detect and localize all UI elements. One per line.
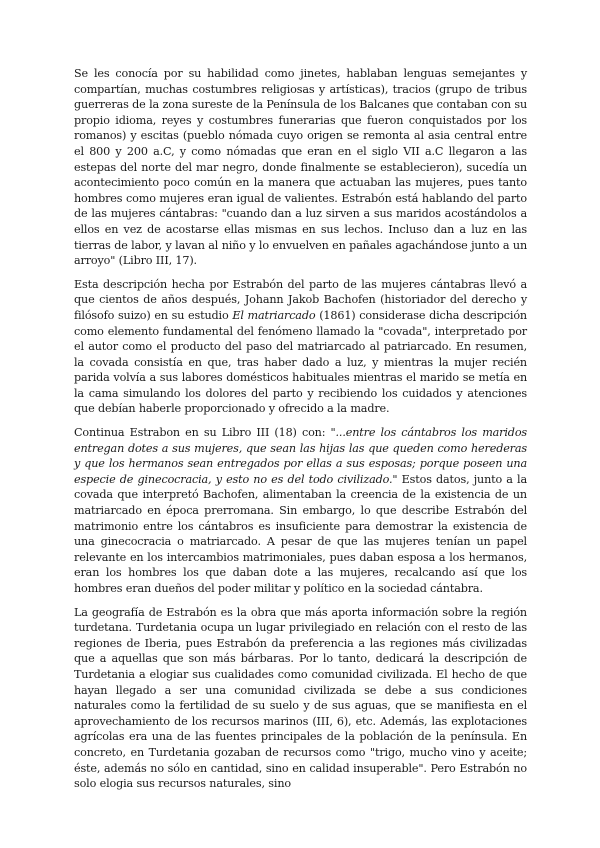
- paragraph-3-text-after: Estos datos, junto a la covada que interpretó Bachofen, alimentaban la creencia de la existencia de un matriarcado en época prerromana. Sin embargo, lo que describe Estrabón del matrimonio entre los cántabros es insuficiente para demostrar la existencia de una ginecocracia o matriarcado. A pesar de que las mujeres tenían un papel relevante en los intercambios matrimoniales, pues daban esposa a los hermanos, eran los hombres los que daban dote a las mujeres, recalcando así que los hombres eran dueños del poder militar y político en la sociedad cántabra.: [74, 472, 527, 595]
- paragraph-2-text-after: (1861) considerase dicha descripción como elemento fundamental del fenómeno llamado la "covada", interpretado por el autor como el producto del paso del matriarcado al patriarcado. En resumen, la covada consistía en que, tras haber dado a luz, y mientras la mujer recién parida volvía a sus labores domésticos habituales mientras el marido se metía en la cama simulando los dolores del parto y recibiendo los cuidados y atenciones que debían haberle proporcionado y ofrecido a la madre.: [74, 308, 527, 416]
- paragraph-4: La geografía de Estrabón es la obra que más aporta información sobre la región turdetana. Turdetania ocupa un lugar privilegiado en relación con el resto de las regiones de Iberia, pues Estrabón da preferencia a las regiones más civilizadas que a aquellas que son más bárbaras. Por lo tanto, dedicará la descripción de Turdetania a elogiar sus cualidades como comunidad civilizada. El hecho de que hayan llegado a ser una comunidad civilizada se debe a sus condiciones naturales como la fertilidad de su suelo y de sus aguas, que se manifiesta en el aprovechamiento de los recursos marinos (III, 6), etc. Además, las explotaciones agrícolas era una de las fuentes principales de la población de la península. En concreto, en Turdetania gozaban de recursos como "trigo, mucho vino y aceite; éste, además no sólo en cantidad, sino en calidad insuperable". Pero Estrabón no solo elogia sus recursos naturales, sino: [74, 605, 527, 791]
- paragraph-2-italic-title: El matriarcado: [232, 308, 316, 322]
- paragraph-2: [74, 277, 527, 417]
- paragraph-3-italic-quote: "...entre los cántabros los maridos entregan dotes a sus mujeres, que sean las hijas las que queden como herederas y que los hermanos sean entregados por ellas a sus esposas; porque poseen una especie de ginecocracia, y esto no es del todo civilizado.": [74, 426, 527, 486]
- paragraph-2-text-before: Esta descripción hecha por Estrabón del parto de las mujeres cántabras llevó a que cientos de años después, Johann Jakob Bachofen (historiador del derecho y filósofo suizo) en su estudio: [74, 277, 527, 322]
- paragraph-3: [74, 425, 527, 597]
- paragraph-1: Se les conocía por su habilidad como jinetes, hablaban lenguas semejantes y compartían, muchas costumbres religiosas y artísticas), tracios (grupo de tribus guerreras de la zona sureste de la Península de los Balcanes que contaban con su propio idioma, reyes y costumbres funerarias que fueron conquistados por los romanos) y escitas (pueblo nómada cuyo origen se remonta al asia central entre el 800 y 200 a.C, y como nómadas que eran en el siglo VII a.C llegaron a las estepas del norte del mar negro, donde finalmente se establecieron), sucedía un acontecimiento poco común en la manera que actuaban las mujeres, pues tanto hombres como mujeres eran igual de valientes. Estrabón está hablando del parto de las mujeres cántabras: "cuando dan a luz sirven a sus maridos acostándolos a ellos en vez de acostarse ellas mismas en sus lechos. Incluso dan a luz en las tierras de labor, y lavan al niño y lo envuelven en pañales agachándose junto a un arroyo" (Libro III, 17).: [74, 67, 527, 268]
- paragraph-3-text-before: Continua Estrabon en su Libro III (18) con:: [74, 426, 331, 440]
